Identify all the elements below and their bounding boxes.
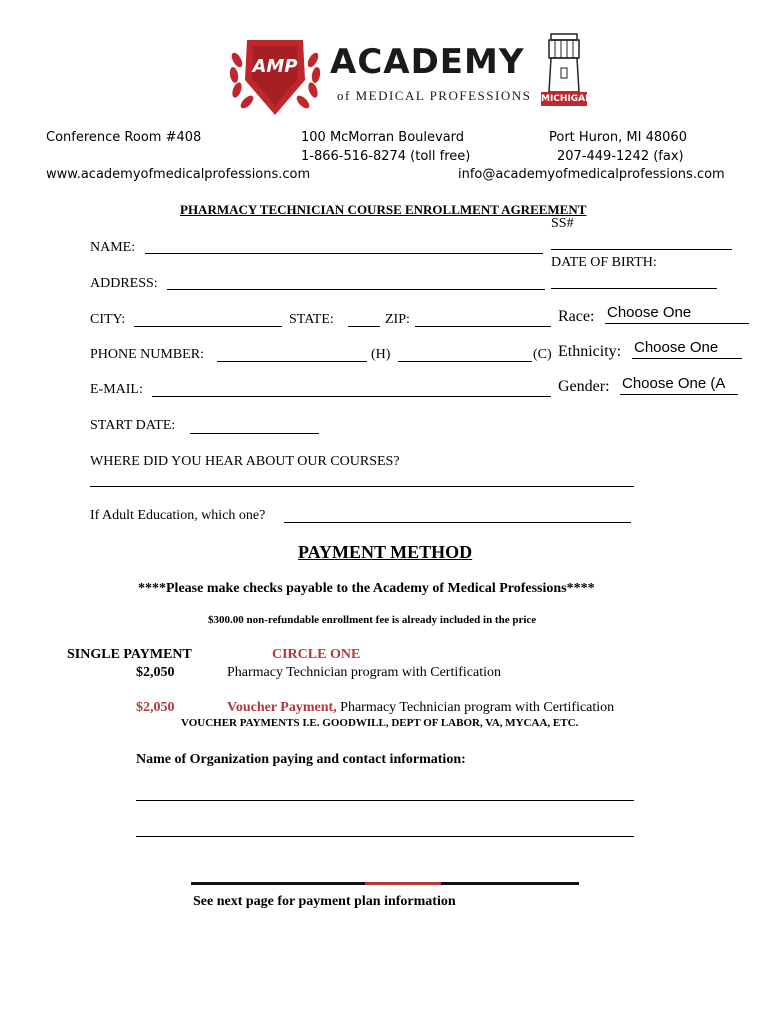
state-field[interactable] [348,326,380,327]
org-field-line-2[interactable] [136,836,634,837]
gender-label: Gender: [558,378,610,395]
hear-label: WHERE DID YOU HEAR ABOUT OUR COURSES? [90,454,400,469]
name-field[interactable] [145,253,543,254]
option-1-text[interactable]: Pharmacy Technician program with Certification [227,665,502,680]
michigan-badge [541,92,593,106]
race-label: Race: [558,308,595,325]
ss-field[interactable] [551,249,732,250]
contact-city: Port Huron, MI 48060 [549,130,687,145]
contact-website[interactable]: www.academyofmedicalprofessions.com [46,167,311,182]
next-page-note: See next page for payment plan information [193,894,456,909]
voucher-label: Voucher Payment, [227,700,337,715]
email-label: E-MAIL: [90,382,143,397]
start-date-field[interactable] [190,433,319,434]
email-field[interactable] [152,396,551,397]
zip-label: ZIP: [385,312,410,327]
race-select[interactable] [605,304,749,324]
name-label: NAME: [90,240,136,255]
price-option-1[interactable]: $2,050 [136,665,175,680]
home-phone-field[interactable] [217,361,367,362]
contact-street: 100 McMorran Boulevard [301,130,465,145]
checks-note: ****Please make checks payable to the Academy of Medical Professions**** [138,581,595,596]
phone-label: PHONE NUMBER: [90,347,204,362]
payment-heading: PAYMENT METHOD [298,542,473,562]
section-divider-accent [365,882,441,885]
zip-field[interactable] [415,326,551,327]
michigan-badge-text: MICHIGAN [541,94,593,104]
org-field-line-1[interactable] [136,800,634,801]
hear-field[interactable] [90,486,634,487]
option-2-row[interactable] [227,700,614,716]
state-label: STATE: [289,312,334,327]
option-2-text: Pharmacy Technician program with Certification [336,700,615,715]
dob-label: DATE OF BIRTH: [551,255,657,270]
contact-room: Conference Room #408 [46,130,202,145]
brand-word: ACADEMY [330,42,525,82]
contact-phone: 1-866-516-8274 (toll free) [301,149,471,164]
address-label: ADDRESS: [90,276,158,291]
ss-label: SS# [551,216,574,231]
contact-email[interactable]: info@academyofmedicalprofessions.com [458,167,725,182]
monogram: AMP [252,56,298,77]
org-label: Name of Organization paying and contact information: [136,752,466,767]
ethnicity-select-value: Choose One [634,339,719,356]
home-marker: (H) [371,347,391,362]
dob-field[interactable] [551,288,717,289]
start-date-label: START DATE: [90,418,176,433]
contact-fax: 207-449-1242 (fax) [557,149,684,164]
form-title: PHARMACY TECHNICIAN COURSE ENROLLMENT AGREEMENT [180,202,587,217]
brand-sub: of MEDICAL PROFESSIONS [337,88,532,103]
city-field[interactable] [134,326,282,327]
ethnicity-select[interactable] [632,339,742,359]
cell-phone-field[interactable] [398,361,532,362]
amp-shield-logo [225,30,325,120]
logo [225,30,595,120]
single-payment-label: SINGLE PAYMENT [67,647,192,662]
price-option-2[interactable]: $2,050 [136,700,175,715]
gender-select[interactable] [620,375,738,395]
city-label: CITY: [90,312,126,327]
adult-ed-label: If Adult Education, which one? [90,508,266,523]
voucher-note: VOUCHER PAYMENTS I.E. GOODWILL, DEPT OF LABOR, VA, MYCAA, ETC. [181,717,579,729]
fee-note: $300.00 non-refundable enrollment fee is already included in the price [208,614,537,626]
address-field[interactable] [167,289,545,290]
adult-ed-field[interactable] [284,522,631,523]
ethnicity-label: Ethnicity: [558,343,622,360]
circle-one-label: CIRCLE ONE [272,647,361,662]
gender-select-value: Choose One (A [622,375,726,392]
race-select-value: Choose One [607,304,692,321]
cell-marker: (C) [533,347,552,362]
